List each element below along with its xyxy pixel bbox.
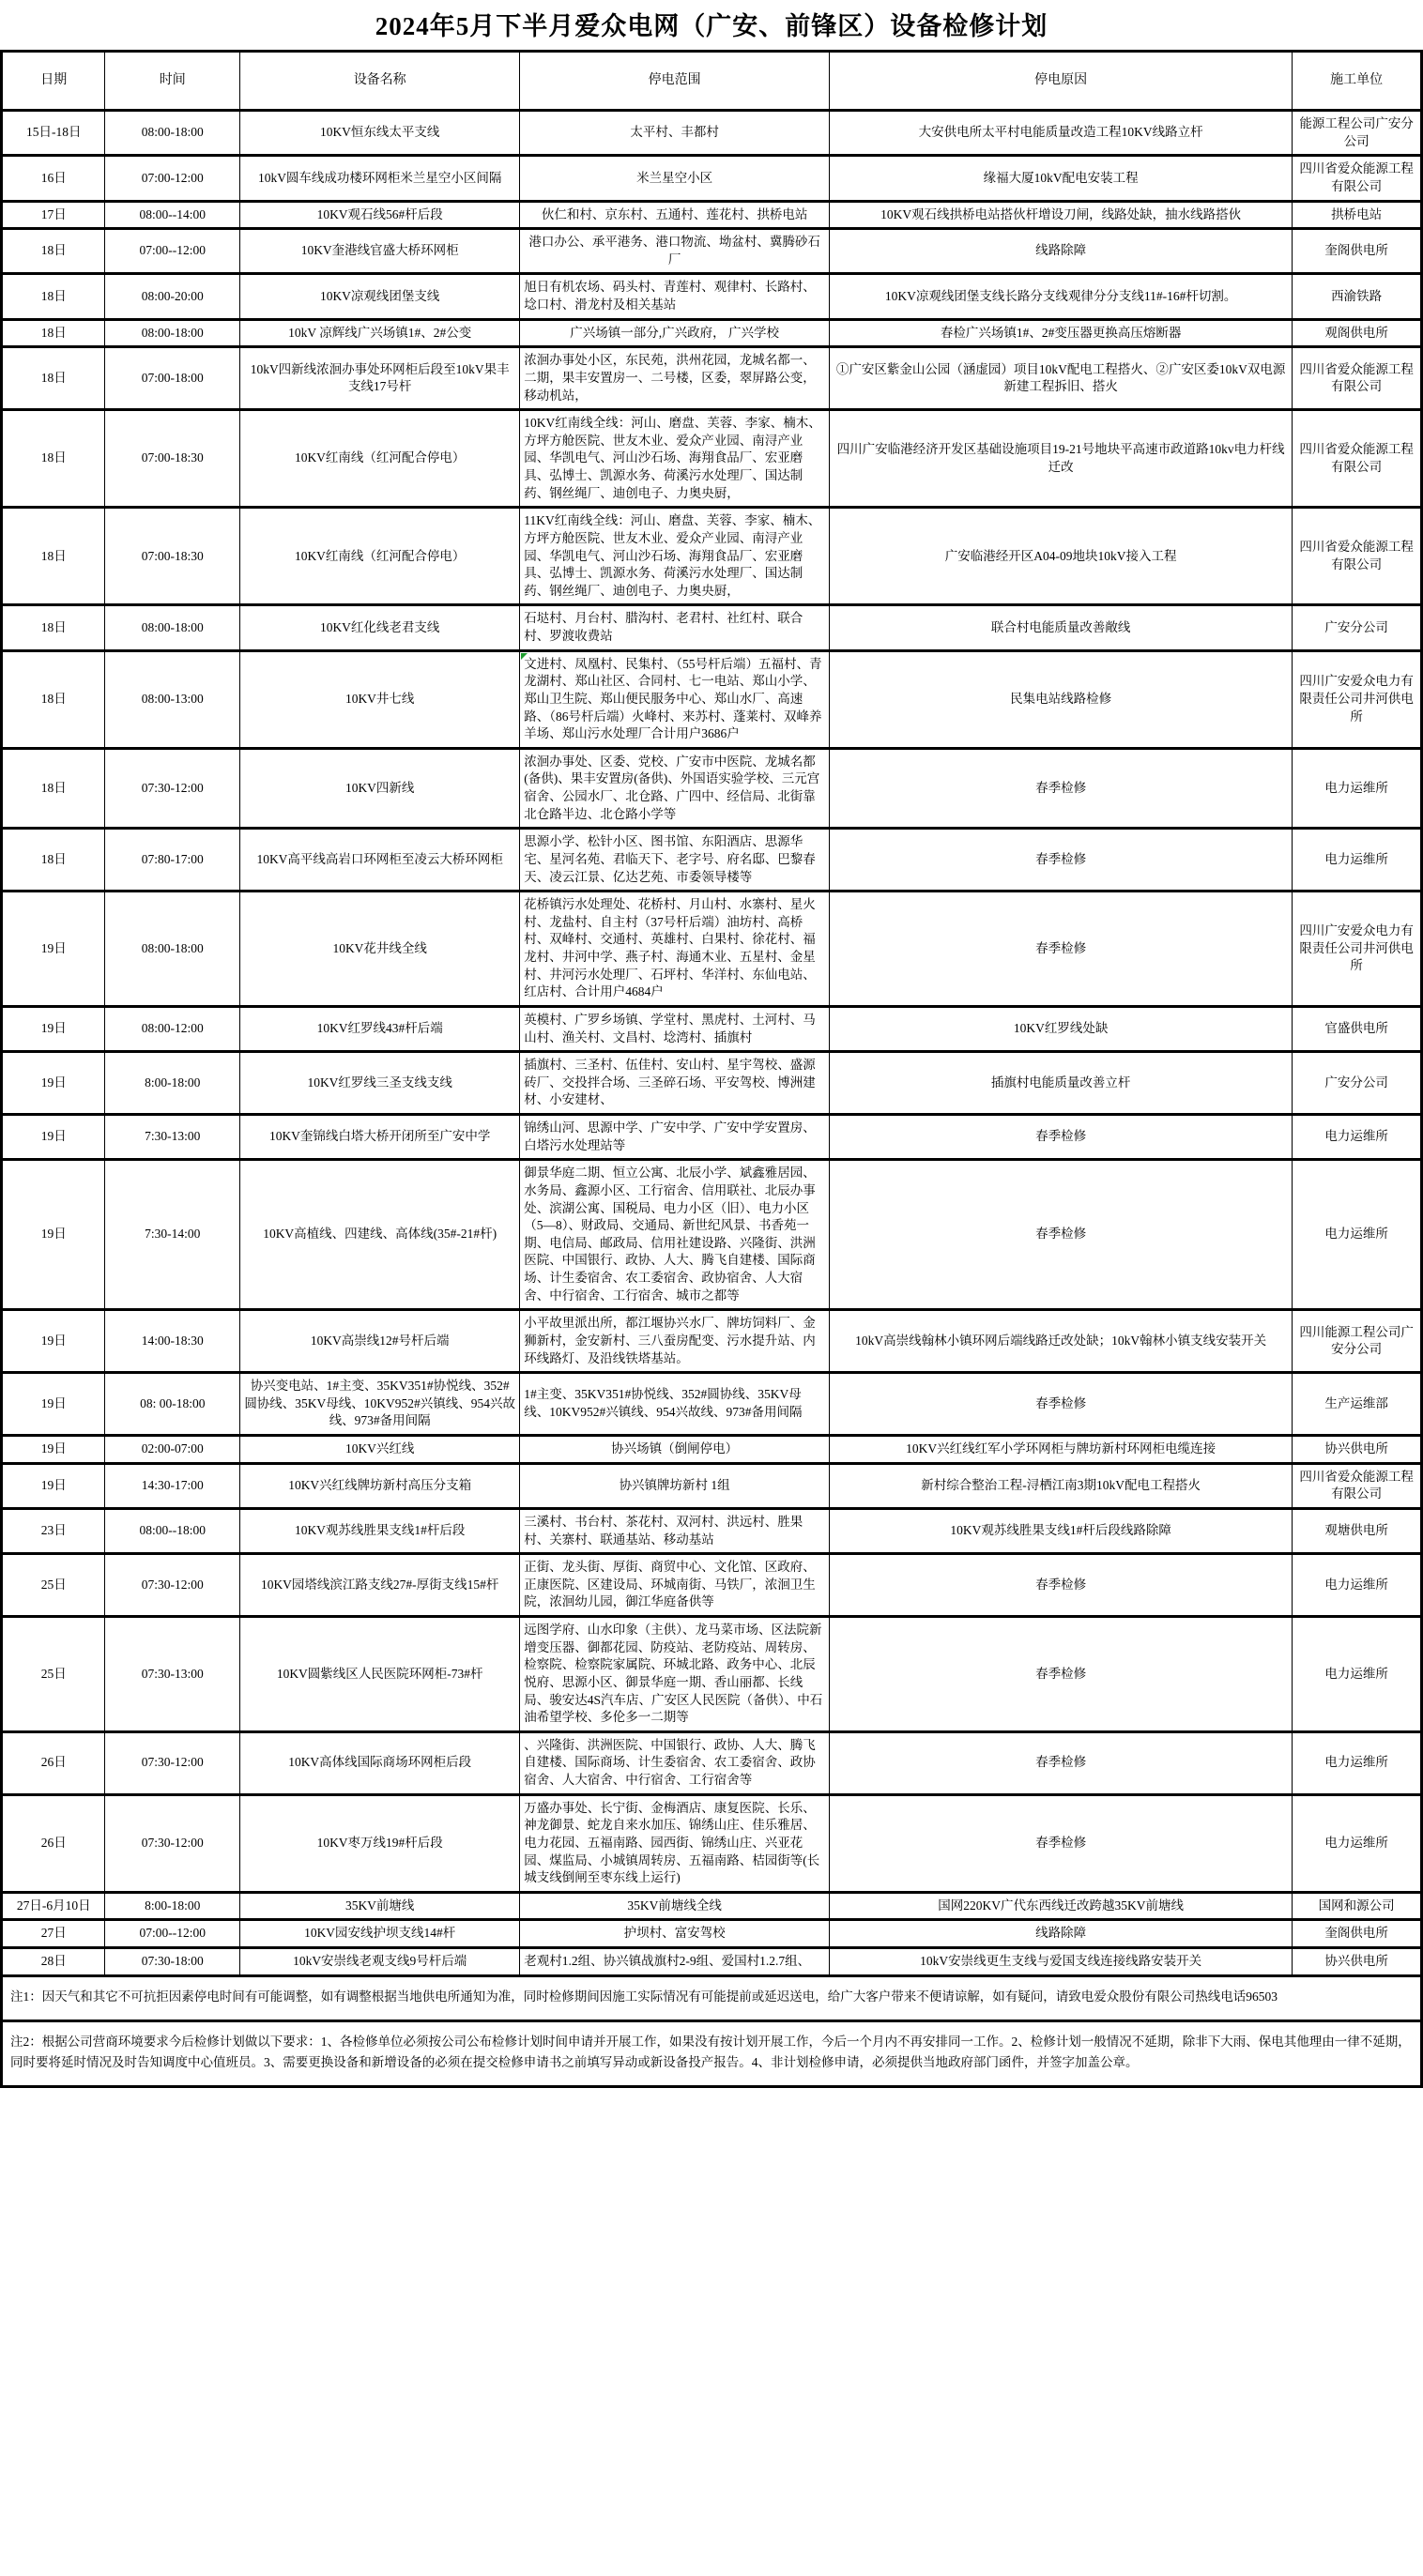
cell-scope: 花桥镇污水处理处、花桥村、月山村、水寨村、星火村、龙盐村、自主村（37号杆后端）油坊村、高桥村、双峰村、交通村、英雄村、白果村、徐花村、福龙村、井河中学、燕子村、海通木业、五星村、金星村、井河污水处理厂、石坪村、华洋村、东仙电站、红店村、合计用户4684户	[520, 892, 830, 1007]
cell-time: 08:00-18:00	[105, 319, 240, 347]
cell-reason: 春季检修	[830, 892, 1293, 1007]
table-row	[2, 650, 1422, 748]
cell-reason: ①广安区紫金山公园（涵虚园）项目10kV配电工程搭火、②广安区委10kV双电源新建工程拆旧、搭火	[830, 347, 1293, 410]
cell-scope: 护坝村、富安驾校	[520, 1920, 830, 1948]
cell-date: 18日	[2, 748, 105, 829]
cell-time: 07:00-18:30	[105, 410, 240, 508]
cell-date: 18日	[2, 508, 105, 605]
cell-reason: 10KV红罗线处缺	[830, 1006, 1293, 1051]
cell-scope: 11KV红南线全线：河山、磨盘、芙蓉、李家、楠木、方坪方舱医院、世友木业、爱众产业园、南浔产业园、华凯电气、河山沙石场、海翔食品厂、宏亚磨具、弘博士、凯源水务、荷溪污水处理厂、国达制药、钢丝绳厂、迪创电子、力奥央厨，	[520, 508, 830, 605]
maintenance-plan-table	[0, 50, 1423, 2088]
cell-unit: 观阁供电所	[1293, 319, 1422, 347]
col-header-scope: 停电范围	[520, 52, 830, 111]
cell-unit: 电力运维所	[1293, 1115, 1422, 1160]
table-row	[2, 410, 1422, 508]
table-row	[2, 508, 1422, 605]
cell-unit: 四川广安爱众电力有限责任公司井河供电所	[1293, 650, 1422, 748]
cell-scope: 英模村、广罗乡场镇、学堂村、黑虎村、土河村、马山村、渔关村、文昌村、埝湾村、插旗村	[520, 1006, 830, 1051]
cell-date: 18日	[2, 410, 105, 508]
cell-date: 19日	[2, 1373, 105, 1436]
cell-unit: 协兴供电所	[1293, 1948, 1422, 1976]
cell-unit: 电力运维所	[1293, 1617, 1422, 1732]
cell-date: 18日	[2, 829, 105, 892]
note-1-text: 注1：因天气和其它不可抗拒因素停电时间有可能调整，如有调整根据当地供电所通知为准，同时检修期间因施工实际情况有可能提前或延迟送电，给广大客户带来不便请谅解，如有疑问，请致电爱众股份有限公司热线电话96503	[2, 1975, 1422, 2021]
cell-equipment: 10KV园安线护坝支线14#杆	[240, 1920, 520, 1948]
cell-reason: 民集电站线路检修	[830, 650, 1293, 748]
cell-equipment: 10KV井七线	[240, 650, 520, 748]
cell-equipment: 10KV恒东线太平支线	[240, 111, 520, 156]
table-notes	[2, 1975, 1422, 2087]
cell-scope: 浓洄办事处、区委、党校、广安市中医院、龙城名都(备供)、果丰安置房(备供)、外国语实验学校、三元宫宿舍、公园水厂、北仓路、广四中、经信局、北街靠北仓路半边、北仓路小学等	[520, 748, 830, 829]
cell-scope: 35KV前塘线全线	[520, 1892, 830, 1920]
cell-scope: 思源小学、松针小区、图书馆、东阳酒店、思源华宅、星河名苑、君临天下、老字号、府名邸、巴黎春天、凌云江景、亿达艺苑、市委领导楼等	[520, 829, 830, 892]
cell-equipment: 10kV安崇线老观支线9号杆后端	[240, 1948, 520, 1976]
cell-time: 08:00-12:00	[105, 1006, 240, 1051]
cell-equipment: 10KV兴红线	[240, 1436, 520, 1464]
cell-time: 14:00-18:30	[105, 1310, 240, 1373]
table-row	[2, 829, 1422, 892]
table-row	[2, 1436, 1422, 1464]
cell-date: 23日	[2, 1508, 105, 1553]
col-header-time: 时间	[105, 52, 240, 111]
cell-reason: 线路除障	[830, 1920, 1293, 1948]
cell-time: 08:00-20:00	[105, 274, 240, 319]
cell-equipment: 35KV前塘线	[240, 1892, 520, 1920]
cell-scope: 御景华庭二期、恒立公寓、北辰小学、斌鑫雅居园、水务局、鑫源小区、工行宿舍、信用联社、北辰办事处、滨湖公寓、国税局、电力小区（旧）、电力小区（5—8）、财政局、交通局、新世纪风景、书香苑一期、电信局、邮政局、信用社建设路、兴隆街、洪洲医院、中国银行、政协、人大、腾飞自建楼、国际商场、计生委宿舍、农工委宿舍、政协宿舍、人大宿舍、中行宿舍、工行宿舍、城市之都等	[520, 1160, 830, 1310]
cell-date: 19日	[2, 1463, 105, 1508]
cell-date: 25日	[2, 1617, 105, 1732]
cell-unit: 生产运维部	[1293, 1373, 1422, 1436]
cell-time: 07:00-18:00	[105, 347, 240, 410]
cell-equipment: 10KV红南线（红河配合停电）	[240, 410, 520, 508]
cell-scope: 旭日有机农场、码头村、青莲村、观律村、长路村、埝口村、滑龙村及相关基站	[520, 274, 830, 319]
cell-scope: 1#主变、35KV351#协悦线、352#圆协线、35KV母线、10KV952#兴镇线、954兴故线、973#备用间隔	[520, 1373, 830, 1436]
table-row	[2, 1731, 1422, 1794]
cell-time: 08:00--14:00	[105, 201, 240, 229]
cell-scope: 浓洄办事处小区，东民苑，洪州花园，龙城名都一、二期，果丰安置房一、二号楼，区委，翠屏路公变，移动机站，	[520, 347, 830, 410]
cell-equipment: 10KV园塔线滨江路支线27#-厚街支线15#杆	[240, 1554, 520, 1617]
table-row	[2, 229, 1422, 274]
cell-scope: 老观村1.2组、协兴镇战旗村2-9组、爱国村1.2.7组、	[520, 1948, 830, 1976]
cell-unit: 四川省爱众能源工程有限公司	[1293, 156, 1422, 201]
table-row	[2, 748, 1422, 829]
cell-reason: 10KV观苏线胜果支线1#杆后段线路除障	[830, 1508, 1293, 1553]
cell-date: 19日	[2, 1052, 105, 1115]
cell-scope: 插旗村、三圣村、伍佳村、安山村、星宇驾校、盛源砖厂、交投拌合场、三圣碎石场、平安驾校、博洲建材、小安建材、	[520, 1052, 830, 1115]
cell-reason: 春季检修	[830, 1115, 1293, 1160]
cell-unit: 四川省爱众能源工程有限公司	[1293, 508, 1422, 605]
cell-unit: 奎阁供电所	[1293, 1920, 1422, 1948]
cell-unit: 奎阁供电所	[1293, 229, 1422, 274]
cell-scope: 三溪村、书台村、茶花村、双河村、洪远村、胜果村、关寨村、联通基站、移动基站	[520, 1508, 830, 1553]
cell-reason: 大安供电所太平村电能质量改造工程10KV线路立杆	[830, 111, 1293, 156]
cell-date: 26日	[2, 1731, 105, 1794]
cell-equipment: 10KV枣万线19#杆后段	[240, 1794, 520, 1892]
cell-time: 07:30-12:00	[105, 748, 240, 829]
cell-time: 08:00-13:00	[105, 650, 240, 748]
cell-unit: 广安分公司	[1293, 1052, 1422, 1115]
col-header-unit: 施工单位	[1293, 52, 1422, 111]
table-row	[2, 156, 1422, 201]
cell-unit: 四川省爱众能源工程有限公司	[1293, 347, 1422, 410]
cell-reason: 春季检修	[830, 1617, 1293, 1732]
cell-unit: 官盛供电所	[1293, 1006, 1422, 1051]
table-row	[2, 1310, 1422, 1373]
cell-time: 07:30-18:00	[105, 1948, 240, 1976]
cell-reason: 春季检修	[830, 1731, 1293, 1794]
note-row-1	[2, 1975, 1422, 2021]
cell-time: 07:30-12:00	[105, 1554, 240, 1617]
cell-date: 25日	[2, 1554, 105, 1617]
table-row	[2, 605, 1422, 650]
cell-reason: 春季检修	[830, 1794, 1293, 1892]
cell-time: 14:30-17:00	[105, 1463, 240, 1508]
cell-scope: 石垯村、月台村、腊沟村、老君村、社红村、联合村、罗渡收费站	[520, 605, 830, 650]
cell-equipment: 10KV花井线全线	[240, 892, 520, 1007]
cell-reason: 春季检修	[830, 829, 1293, 892]
cell-unit: 国网和源公司	[1293, 1892, 1422, 1920]
cell-date: 19日	[2, 1160, 105, 1310]
cell-time: 08:00--18:00	[105, 1508, 240, 1553]
cell-reason: 线路除障	[830, 229, 1293, 274]
cell-unit: 电力运维所	[1293, 829, 1422, 892]
cell-time: 07:80-17:00	[105, 829, 240, 892]
cell-scope: 广兴场镇一部分,广兴政府， 广兴学校	[520, 319, 830, 347]
cell-unit: 拱桥电站	[1293, 201, 1422, 229]
cell-scope: 港口办公、承平港务、港口物流、坳盆村、冀腾砂石厂	[520, 229, 830, 274]
cell-date: 19日	[2, 892, 105, 1007]
cell-reason: 10KV凉观线团堡支线长路分支线观律分分支线11#-16#杆切割。	[830, 274, 1293, 319]
table-row	[2, 1508, 1422, 1553]
cell-time: 7:30-14:00	[105, 1160, 240, 1310]
page-title: 2024年5月下半月爱众电网（广安、前锋区）设备检修计划	[375, 12, 1048, 40]
cell-equipment: 10KV观石线56#杆后段	[240, 201, 520, 229]
cell-time: 07:00--12:00	[105, 1920, 240, 1948]
cell-equipment: 10KV奎锦线白塔大桥开闭所至广安中学	[240, 1115, 520, 1160]
cell-equipment: 10KV凉观线团堡支线	[240, 274, 520, 319]
cell-unit: 电力运维所	[1293, 748, 1422, 829]
table-row	[2, 1160, 1422, 1310]
cell-equipment: 10KV兴红线牌坊新村高压分支箱	[240, 1463, 520, 1508]
cell-time: 8:00-18:00	[105, 1892, 240, 1920]
cell-date: 19日	[2, 1115, 105, 1160]
cell-scope: 太平村、丰都村	[520, 111, 830, 156]
cell-time: 7:30-13:00	[105, 1115, 240, 1160]
cell-reason: 国网220KV广代东西线迁改跨越35KV前塘线	[830, 1892, 1293, 1920]
cell-date: 17日	[2, 201, 105, 229]
table-header	[2, 52, 1422, 111]
cell-scope: 文进村、凤凰村、民集村、（55号杆后端）五福村、青龙湖村、郑山社区、合同村、七一电站、郑山小学、郑山卫生院、郑山便民服务中心、郑山水厂、高速路、（86号杆后端）火峰村、来苏村、蓬莱村、双峰养羊场、郑山污水处理厂合计用户3686户	[520, 650, 830, 748]
cell-equipment: 10KV红罗线43#杆后端	[240, 1006, 520, 1051]
cell-reason: 10KV观石线拱桥电站搭伙杆增设刀闸，线路处缺，抽水线路搭伙	[830, 201, 1293, 229]
cell-reason: 春季检修	[830, 1160, 1293, 1310]
table-row	[2, 1373, 1422, 1436]
cell-time: 8:00-18:00	[105, 1052, 240, 1115]
table-row	[2, 892, 1422, 1007]
cell-reason: 广安临港经开区A04-09地块10kV接入工程	[830, 508, 1293, 605]
cell-date: 18日	[2, 229, 105, 274]
cell-time: 08:00-18:00	[105, 111, 240, 156]
cell-scope: 、兴隆街、洪洲医院、中国银行、政协、人大、腾飞自建楼、国际商场、计生委宿舍、农工委宿舍、政协宿舍、人大宿舍、中行宿舍、工行宿舍等	[520, 1731, 830, 1794]
table-row	[2, 1006, 1422, 1051]
table-row	[2, 347, 1422, 410]
cell-equipment: 10KV圆紫线区人民医院环网柜-73#杆	[240, 1617, 520, 1732]
cell-unit: 电力运维所	[1293, 1160, 1422, 1310]
cell-scope: 小平故里派出所，都江堰协兴水厂、牌坊饲料厂、金狮新村，金安新村、三八蚕房配变、污水提升站、内环线路灯、及沿线铁塔基站。	[520, 1310, 830, 1373]
cell-date: 18日	[2, 319, 105, 347]
table-row	[2, 1892, 1422, 1920]
cell-corner-flag-icon	[521, 653, 528, 660]
cell-reason: 新村综合整治工程-浔栖江南3期10kV配电工程搭火	[830, 1463, 1293, 1508]
note-row-2	[2, 2021, 1422, 2087]
cell-time: 07:30-12:00	[105, 1794, 240, 1892]
cell-unit: 电力运维所	[1293, 1794, 1422, 1892]
cell-equipment: 10KV红化线老君支线	[240, 605, 520, 650]
table-row	[2, 1617, 1422, 1732]
cell-date: 18日	[2, 650, 105, 748]
cell-date: 19日	[2, 1436, 105, 1464]
cell-equipment: 10KV高体线国际商场环网柜后段	[240, 1731, 520, 1794]
table-body	[2, 111, 1422, 1976]
cell-time: 07:30-13:00	[105, 1617, 240, 1732]
cell-date: 16日	[2, 156, 105, 201]
cell-equipment: 10kV圆车线成功楼环网柜米兰星空小区间隔	[240, 156, 520, 201]
cell-scope: 远图学府、山水印象（主供）、龙马菜市场、区法院新增变压器、御都花园、防疫站、老防疫站、周转房、检察院、检察院家属院、环城北路、政务中心、北辰悦府、思源小区、御景华庭一期、香山丽都、长线局、骏安达4S汽车店、广安区人民医院（备供）、中石油希望学校、多伦多一二期等	[520, 1617, 830, 1732]
cell-date: 15日-18日	[2, 111, 105, 156]
cell-time: 07:00--12:00	[105, 229, 240, 274]
table-row	[2, 274, 1422, 319]
cell-equipment: 协兴变电站、1#主变、35KV351#协悦线、352#圆协线、35KV母线、10KV952#兴镇线、954兴故线、973#备用间隔	[240, 1373, 520, 1436]
cell-date: 19日	[2, 1310, 105, 1373]
cell-equipment: 10KV奎港线官盛大桥环网柜	[240, 229, 520, 274]
table-row	[2, 1052, 1422, 1115]
col-header-date: 日期	[2, 52, 105, 111]
col-header-equipment: 设备名称	[240, 52, 520, 111]
table-row	[2, 1463, 1422, 1508]
cell-reason: 10KV兴红线红军小学环网柜与牌坊新村环网柜电缆连接	[830, 1436, 1293, 1464]
cell-reason: 春检广兴场镇1#、2#变压器更换高压熔断器	[830, 319, 1293, 347]
cell-unit: 观塘供电所	[1293, 1508, 1422, 1553]
cell-unit: 协兴供电所	[1293, 1436, 1422, 1464]
cell-reason: 10kV安崇线更生支线与爱国支线连接线路安装开关	[830, 1948, 1293, 1976]
cell-scope: 协兴场镇（倒闸停电）	[520, 1436, 830, 1464]
cell-unit: 四川省爱众能源工程有限公司	[1293, 1463, 1422, 1508]
cell-scope: 锦绣山河、思源中学、广安中学、广安中学安置房、白塔污水处理站等	[520, 1115, 830, 1160]
cell-equipment: 10KV观苏线胜果支线1#杆后段	[240, 1508, 520, 1553]
cell-reason: 四川广安临港经济开发区基础设施项目19-21号地块平高速市政道路10kv电力杆线迁改	[830, 410, 1293, 508]
cell-date: 28日	[2, 1948, 105, 1976]
cell-equipment: 10KV红南线（红河配合停电）	[240, 508, 520, 605]
cell-time: 08:00-18:00	[105, 892, 240, 1007]
cell-equipment: 10KV高平线高岩口环网柜至凌云大桥环网柜	[240, 829, 520, 892]
cell-reason: 联合村电能质量改善敞线	[830, 605, 1293, 650]
col-header-reason: 停电原因	[830, 52, 1293, 111]
cell-reason: 春季检修	[830, 748, 1293, 829]
cell-scope: 伙仁和村、京东村、五通村、莲花村、拱桥电站	[520, 201, 830, 229]
cell-reason: 10kV高崇线翰林小镇环网后端线路迁改处缺；10kV翰林小镇支线安装开关	[830, 1310, 1293, 1373]
cell-reason: 插旗村电能质量改善立杆	[830, 1052, 1293, 1115]
cell-scope: 正街、龙头街、厚街、商贸中心、文化馆、区政府、正康医院、区建设局、环城南街、马铁厂，浓洄卫生院，浓洄幼儿园，御江华庭备供等	[520, 1554, 830, 1617]
cell-time: 02:00-07:00	[105, 1436, 240, 1464]
cell-time: 07:30-12:00	[105, 1731, 240, 1794]
cell-equipment: 10KV高崇线12#号杆后端	[240, 1310, 520, 1373]
cell-unit: 西渝铁路	[1293, 274, 1422, 319]
cell-date: 18日	[2, 347, 105, 410]
table-row	[2, 1920, 1422, 1948]
cell-unit: 四川省爱众能源工程有限公司	[1293, 410, 1422, 508]
cell-time: 07:00-12:00	[105, 156, 240, 201]
cell-reason: 春季检修	[830, 1373, 1293, 1436]
cell-unit: 能源工程公司广安分公司	[1293, 111, 1422, 156]
cell-scope: 米兰星空小区	[520, 156, 830, 201]
cell-scope: 协兴镇牌坊新村 1组	[520, 1463, 830, 1508]
cell-time: 07:00-18:30	[105, 508, 240, 605]
cell-unit: 电力运维所	[1293, 1731, 1422, 1794]
cell-reason: 春季检修	[830, 1554, 1293, 1617]
cell-unit: 四川广安爱众电力有限责任公司井河供电所	[1293, 892, 1422, 1007]
cell-equipment: 10kV 凉辉线广兴场镇1#、2#公变	[240, 319, 520, 347]
cell-time: 08:00-18:00	[105, 605, 240, 650]
cell-date: 18日	[2, 605, 105, 650]
cell-equipment: 10KV红罗线三圣支线支线	[240, 1052, 520, 1115]
cell-unit: 广安分公司	[1293, 605, 1422, 650]
cell-date: 26日	[2, 1794, 105, 1892]
cell-scope: 万盛办事处、长宁街、金梅酒店、康复医院、长乐、神龙御景、蛇龙自来水加压、锦绣山庄、佳乐雅居、电力花园、五福南路、园西街、锦绣山庄、兴亚花园、煤监局、小城镇周转房、五福南路、桔园街等(长城支线倒闸至枣东线上运行)	[520, 1794, 830, 1892]
table-row	[2, 111, 1422, 156]
cell-date: 27日-6月10日	[2, 1892, 105, 1920]
table-row	[2, 319, 1422, 347]
cell-unit: 电力运维所	[1293, 1554, 1422, 1617]
cell-reason: 缘福大厦10kV配电安装工程	[830, 156, 1293, 201]
note-2-text: 注2：根据公司营商环境要求今后检修计划做以下要求：1、各检修单位必须按公司公布检修计划时间申请并开展工作，如果没有按计划开展工作，今后一个月内不再安排同一工作。2、检修计划一般情况不延期，除非下大雨、保电其他理由一律不延期，同时要将延时情况及时告知调度中心值班员。3、需要更换设备和新增设备的必须在提交检修申请书之前填写异动或新设备投产报告。4、非计划检修申请，必须提供当地政府部门函件，并签字加盖公章。	[2, 2021, 1422, 2087]
cell-equipment: 10kV四新线浓洄办事处环网柜后段至10kV果丰支线17号杆	[240, 347, 520, 410]
cell-equipment: 10KV高植线、四建线、高体线(35#-21#杆)	[240, 1160, 520, 1310]
table-row	[2, 201, 1422, 229]
table-row	[2, 1948, 1422, 1976]
cell-date: 19日	[2, 1006, 105, 1051]
cell-scope: 10KV红南线全线：河山、磨盘、芙蓉、李家、楠木、方坪方舱医院、世友木业、爱众产业园、南浔产业园、华凯电气、河山沙石场、海翔食品厂、宏亚磨具、弘博士、凯源水务、荷溪污水处理厂、国达制药、钢丝绳厂、迪创电子、力奥央厨，	[520, 410, 830, 508]
header-row	[2, 52, 1422, 111]
cell-date: 18日	[2, 274, 105, 319]
cell-equipment: 10KV四新线	[240, 748, 520, 829]
cell-unit: 四川能源工程公司广安分公司	[1293, 1310, 1422, 1373]
cell-date: 27日	[2, 1920, 105, 1948]
table-row	[2, 1554, 1422, 1617]
cell-time: 08: 00-18:00	[105, 1373, 240, 1436]
table-row	[2, 1794, 1422, 1892]
table-row	[2, 1115, 1422, 1160]
